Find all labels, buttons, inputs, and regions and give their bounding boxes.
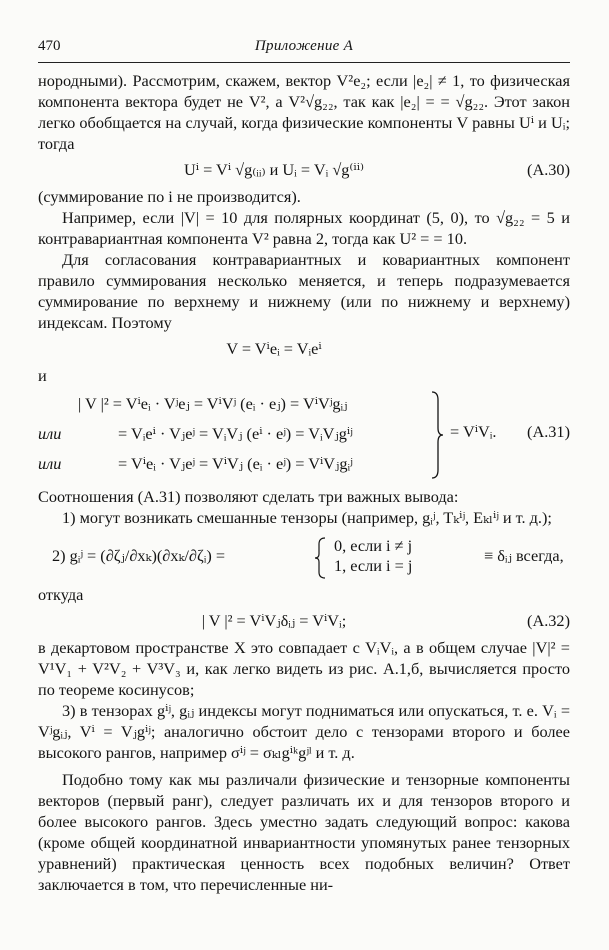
equation-a32-number: (А.32) xyxy=(527,611,570,630)
equation-vector-formula: V = Vⁱeᵢ = Vᵢeⁱ xyxy=(226,339,322,358)
word-whence: откуда xyxy=(38,585,84,604)
paragraph-physical-components: нородными). Рассмотрим, скажем, вектор V²e₂; если |e₂| ≠ 1, то физическая компонента вектора будет не V², а V²√g₂₂, так как |e₂| = = √g₂₂. Этот закон легко обобщается на случай, когда физические компоненты V равны Uⁱ и Uᵢ; тогда xyxy=(38,71,570,153)
right-brace-icon xyxy=(430,390,444,480)
system-row-3 xyxy=(38,450,430,478)
paragraph-example: Например, если |V| = 10 для полярных координат (5, 0), то √g₂₂ = 5 и контравариантная компонента V² равна 2, тогда как U² = = 10. xyxy=(38,208,570,248)
paragraph-three-conclusions: Соотношения (А.31) позволяют сделать три важных вывода: xyxy=(38,487,459,506)
equation-a30-number: (А.30) xyxy=(527,160,570,179)
equation-a32 xyxy=(38,605,570,637)
left-brace-icon xyxy=(314,536,326,580)
equation-system-a31 xyxy=(38,390,570,486)
kronecker-case-2: 1, если i = j xyxy=(334,556,413,575)
system-row-2-formula: = Vᵢeⁱ · Vⱼeʲ = VᵢVⱼ (eⁱ · eʲ) = VᵢVⱼgⁱʲ xyxy=(118,424,353,443)
system-result: = VⁱVᵢ. xyxy=(450,422,497,441)
paragraph-summation-rule: Для согласования контравариантных и ковариантных компонент правило суммирования несколько меняется, и теперь подразумевается суммирование по верхнему и нижнему (или по нижнему и верхнему) индексам. Поэтому xyxy=(38,250,570,332)
kronecker-tail: ≡ δᵢⱼ всегда, xyxy=(484,546,564,565)
equation-vector xyxy=(38,333,570,365)
equation-a30-formula: Uⁱ = Vⁱ √g₍ᵢᵢ₎ и Uᵢ = Vᵢ √g⁽ⁱⁱ⁾ xyxy=(184,160,364,179)
conclusion-3: 3) в тензорах gⁱʲ, gᵢⱼ индексы могут подниматься или опускаться, т. е. Vᵢ = Vʲgᵢⱼ, Vⁱ = Vⱼgⁱʲ; аналогично обстоит дело с тензорами второго и более высокого рангов, например σⁱʲ = σₖₗgⁱᵏgʲˡ и т. д. xyxy=(38,701,570,762)
page-number: 470 xyxy=(38,38,61,54)
system-row-2 xyxy=(38,420,430,448)
running-title: Приложение А xyxy=(254,38,354,54)
system-row-1 xyxy=(38,390,430,418)
paragraph-cartesian: в декартовом пространстве X это совпадает с VᵢVᵢ, а в общем случае |V|² = V¹V₁ + V²V₂ + V³V₃ и, как легко видеть из рис. А.1,б, вычисляется просто по теореме косинусов; xyxy=(38,638,570,699)
page-body xyxy=(38,70,570,895)
page-header xyxy=(38,38,570,63)
equation-a32-formula: | V |² = VⁱVⱼδᵢⱼ = VⁱVᵢ; xyxy=(201,611,347,630)
conclusion-1: 1) могут возникать смешанные тензоры (например, gᵢʲ, Tₖⁱʲ, Eₖₗⁱʲ и т. д.); xyxy=(62,508,552,527)
conjunction-and: и xyxy=(38,366,47,385)
system-row-1-formula: | V |² = Vⁱeᵢ · Vʲeⱼ = VⁱVʲ (eᵢ · eⱼ) = VⁱVʲgᵢⱼ xyxy=(78,394,348,413)
system-row-2-label: или xyxy=(38,424,62,443)
system-row-3-formula: = Vⁱeᵢ · Vⱼeʲ = VⁱVⱼ (eᵢ · eʲ) = VⁱVⱼgᵢʲ xyxy=(118,454,353,473)
paragraph-higher-rank: Подобно тому как мы различали физические и тензорные компоненты векторов (первый ранг), следует различать их и для тензоров второго и более высокого рангов. Здесь уместно задать следующий вопрос: какова (кроме общей координатной инвариантности упомянутых ранее тензорных уравнений) практическая ценность всех подобных величин? Ответ заключается в том, что перечисленные ни- xyxy=(38,770,570,894)
kronecker-lhs: 2) gᵢʲ = (∂ζⱼ/∂xₖ)(∂xₖ/∂ζᵢ) = xyxy=(52,546,226,565)
paragraph-no-summation: (суммирование по i не производится). xyxy=(38,187,301,206)
equation-kronecker xyxy=(38,532,570,584)
equation-a30 xyxy=(38,154,570,186)
equation-a31-number: (А.31) xyxy=(527,422,570,441)
kronecker-case-1: 0, если i ≠ j xyxy=(334,536,413,555)
system-row-3-label: или xyxy=(38,454,62,473)
